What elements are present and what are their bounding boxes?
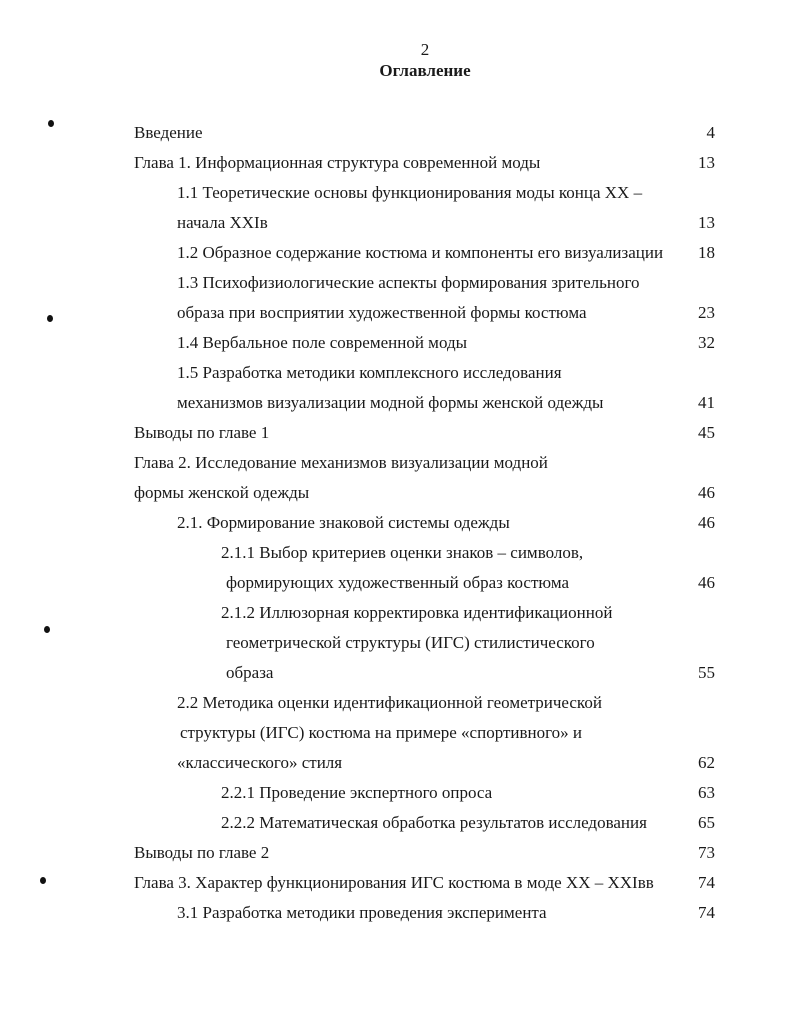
toc-entry-text: Глава 3. Характер функционирования ИГС костюма в моде XX – XXIвв <box>134 873 654 892</box>
toc-entry <box>0 268 798 298</box>
toc-entry-page: 13 <box>698 153 715 172</box>
toc-entry-page: 73 <box>698 843 715 862</box>
toc-entry <box>0 148 798 178</box>
toc-entry <box>0 328 798 358</box>
toc-entry <box>0 838 798 868</box>
toc-entry-page: 23 <box>698 303 715 322</box>
toc-entry <box>0 448 798 478</box>
toc-entry-text: 2.1. Формирование знаковой системы одежды <box>177 513 510 532</box>
toc-entry <box>0 568 798 598</box>
page-title: Оглавление <box>379 61 471 80</box>
toc-entry <box>0 358 798 388</box>
toc-entry-text: формирующих художественный образ костюма <box>226 573 570 592</box>
toc-entry-page: 62 <box>698 753 715 772</box>
toc-entry-text: 1.3 Психофизиологические аспекты формирования зрительного <box>177 273 640 292</box>
toc-entry-text: 1.5 Разработка методики комплексного исследования <box>177 363 562 382</box>
table-of-contents <box>0 118 798 928</box>
toc-entry <box>0 118 798 148</box>
toc-entry-text: 2.1.2 Иллюзорная корректировка идентификационной <box>221 603 613 622</box>
toc-entry-text: образа при восприятии художественной формы костюма <box>177 303 587 322</box>
toc-entry <box>0 238 798 268</box>
toc-entry-page: 74 <box>698 903 715 922</box>
toc-entry-text: геометрической структуры (ИГС) стилистического <box>226 633 595 652</box>
toc-entry <box>0 628 798 658</box>
toc-entry <box>0 508 798 538</box>
toc-entry-text: Выводы по главе 1 <box>134 423 270 442</box>
toc-entry-page: 46 <box>698 573 715 592</box>
toc-entry <box>0 178 798 208</box>
toc-entry <box>0 868 798 898</box>
toc-entry-text: формы женской одежды <box>134 483 310 502</box>
toc-entry-text: 2.2 Методика оценки идентификационной геометрической <box>177 693 602 712</box>
toc-entry-text: начала XXIв <box>177 213 268 232</box>
toc-entry-text: 2.2.1 Проведение экспертного опроса <box>221 783 493 802</box>
toc-entry-text: 2.2.2 Математическая обработка результатов исследования <box>221 813 647 832</box>
toc-entry-text: 1.4 Вербальное поле современной моды <box>177 333 468 352</box>
toc-entry <box>0 538 798 568</box>
toc-entry-page: 65 <box>698 813 715 832</box>
toc-entry-page: 18 <box>698 243 715 262</box>
toc-entry <box>0 658 798 688</box>
toc-entry <box>0 298 798 328</box>
toc-entry-text: образа <box>226 663 274 682</box>
toc-entry <box>0 688 798 718</box>
toc-entry <box>0 748 798 778</box>
toc-entry <box>0 718 798 748</box>
toc-entry-page: 45 <box>698 423 715 442</box>
toc-entry <box>0 808 798 838</box>
toc-entry-page: 32 <box>698 333 715 352</box>
page-number: 2 <box>420 40 430 59</box>
toc-entry <box>0 208 798 238</box>
toc-entry-text: структуры (ИГС) костюма на примере «спортивного» и <box>180 723 583 742</box>
toc-entry-page: 41 <box>698 393 715 412</box>
toc-entry-text: Введение <box>134 123 203 142</box>
toc-entry-page: 46 <box>698 483 715 502</box>
toc-entry <box>0 598 798 628</box>
toc-entry-page: 4 <box>706 123 715 142</box>
toc-entry-page: 74 <box>698 873 715 892</box>
toc-entry-text: Глава 1. Информационная структура современной моды <box>134 153 541 172</box>
toc-entry-page: 13 <box>698 213 715 232</box>
toc-entry-text: механизмов визуализации модной формы женской одежды <box>177 393 604 412</box>
toc-entry-text: 3.1 Разработка методики проведения эксперимента <box>177 903 547 922</box>
toc-entry-text: «классического» стиля <box>177 753 343 772</box>
toc-entry-text: 1.2 Образное содержание костюма и компоненты его визуализации <box>177 243 664 262</box>
toc-entry <box>0 418 798 448</box>
toc-entry-text: 1.1 Теоретические основы функционирования моды конца XX – <box>177 183 643 202</box>
toc-entry-text: Выводы по главе 2 <box>134 843 270 862</box>
toc-entry-page: 55 <box>698 663 715 682</box>
toc-entry-text: 2.1.1 Выбор критериев оценки знаков – символов, <box>221 543 584 562</box>
toc-entry-page: 46 <box>698 513 715 532</box>
toc-entry-text: Глава 2. Исследование механизмов визуализации модной <box>134 453 548 472</box>
toc-entry <box>0 388 798 418</box>
toc-entry <box>0 898 798 928</box>
toc-entry <box>0 478 798 508</box>
toc-entry <box>0 778 798 808</box>
toc-entry-page: 63 <box>698 783 715 802</box>
